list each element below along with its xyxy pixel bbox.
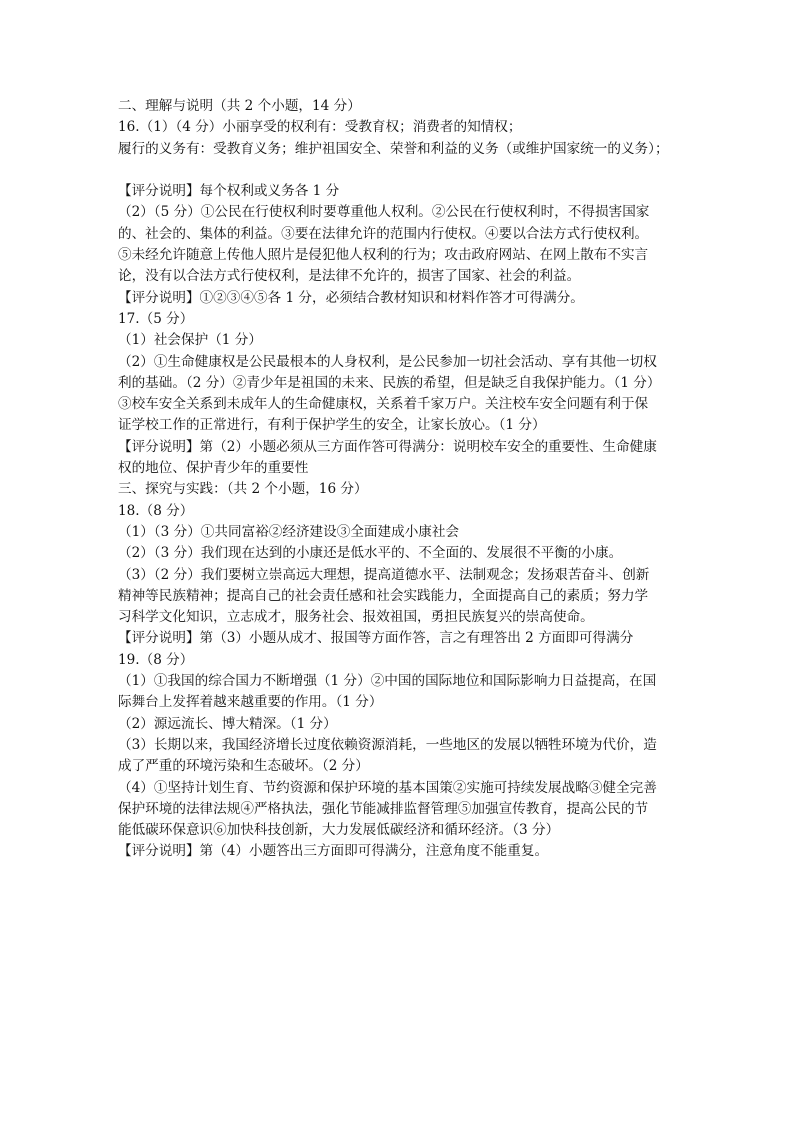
text-line: 19.（8 分） (118, 651, 194, 668)
text-line: （2）源远流长、博大精深。（1 分） (118, 715, 337, 732)
text-line: （2）（5 分）①公民在行使权利时要尊重他人权利。②公民在行使权利时，不得损害国家 (118, 204, 650, 221)
text-line: （2）（3 分）我们现在达到的小康还是低水平的、不全面的、发展很不平衡的小康。 (118, 545, 623, 562)
text-line: 论，没有以合法方式行使权利，是法律不允许的，损害了国家、社会的利益。 (118, 268, 581, 285)
text-line: ⑤未经允许随意上传他人照片是侵犯他人权利的行为；攻击政府网站、在网上散布不实言 (118, 247, 649, 264)
text-line: 成了严重的环境污染和生态破坏。（2 分） (118, 758, 369, 775)
text-line: 利的基础。（2 分）②青少年是祖国的未来、民族的希望，但是缺乏自我保护能力。（1 分） (118, 374, 661, 391)
text-line: 17.（5 分） (118, 310, 194, 327)
text-line: （2）①生命健康权是公民最根本的人身权利，是公民参加一切社会活动、享有其他一切权 (118, 353, 657, 370)
text-line: 的、社会的、集体的利益。③要在法律允许的范围内行使权。④要以合法方式行使权利。 (118, 225, 649, 242)
text-line: 三、探究与实践：（共 2 个小题，16 分） (118, 481, 368, 498)
text-line: 能低碳环保意识⑥加快科技创新，大力发展低碳经济和循环经济。（3 分） (118, 822, 560, 839)
text-line: ③校车安全关系到未成年人的生命健康权，关系着千家万户。关注校车安全问题有利于保 (118, 396, 649, 413)
text-line: 习科学文化知识，立志成才，服务社会、报效祖国，勇担民族复兴的崇高使命。 (118, 609, 594, 626)
text-line: 【评分说明】每个权利或义务各 1 分 (118, 183, 340, 200)
text-line: 【评分说明】①②③④⑤各 1 分，必须结合教材知识和材料作答才可得满分。 (118, 289, 584, 306)
text-line: 【评分说明】第（3）小题从成才、报国等方面作答，言之有理答出 2 方面即可得满分 (118, 630, 634, 647)
text-line: （1）①我国的综合国力不断增强（1 分）②中国的国际地位和国际影响力日益提高，在国 (118, 673, 657, 690)
text-line: 【评分说明】第（2）小题必须从三方面作答可得满分：说明校车安全的重要性、生命健康 (118, 438, 657, 455)
text-line: （1）社会保护（1 分） (118, 332, 262, 349)
text-line: 16.（1）（4 分）小丽享受的权利有：受教育权；消费者的知情权； (118, 119, 522, 136)
text-line: （3）（2 分）我们要树立崇高远大理想，提高道德水平、法制观念；发扬艰苦奋斗、创新 (118, 566, 650, 583)
blank-line (118, 160, 678, 181)
text-line: （1）（3 分）①共同富裕②经济建设③全面建成小康社会 (118, 523, 460, 540)
text-line: 权的地位、保护青少年的重要性 (118, 460, 309, 477)
text-line: 保护环境的法律法规④严格执法，强化节能减排监督管理⑤加强宣传教育，提高公民的节 (118, 800, 649, 817)
text-line: 二、理解与说明（共 2 个小题，14 分） (118, 98, 361, 114)
text-line: 证学校工作的正常进行，有利于保护学生的安全，让家长放心。（1 分） (118, 417, 546, 434)
text-line: 际舞台上发挥着越来越重要的作用。（1 分） (118, 694, 383, 711)
text-line: 【评分说明】第（4）小题答出三方面即可得满分，注意角度不能重复。 (118, 843, 549, 860)
text-line: （4）①坚持计划生育、节约资源和保护环境的基本国策②实施可持续发展战略③健全完善 (118, 779, 657, 796)
text-line: 18.（8 分） (118, 502, 194, 519)
text-line: 履行的义务有：受教育义务；维护祖国安全、荣誉和利益的义务（或维护国家统一的义务）； (118, 140, 669, 157)
text-line: （3）长期以来，我国经济增长过度依赖资源消耗，一些地区的发展以牺牲环境为代价，造 (118, 736, 657, 753)
answer-document (118, 96, 678, 863)
text-line: 精神等民族精神；提高自己的社会责任感和社会实践能力，全面提高自己的素质；努力学 (118, 587, 649, 604)
